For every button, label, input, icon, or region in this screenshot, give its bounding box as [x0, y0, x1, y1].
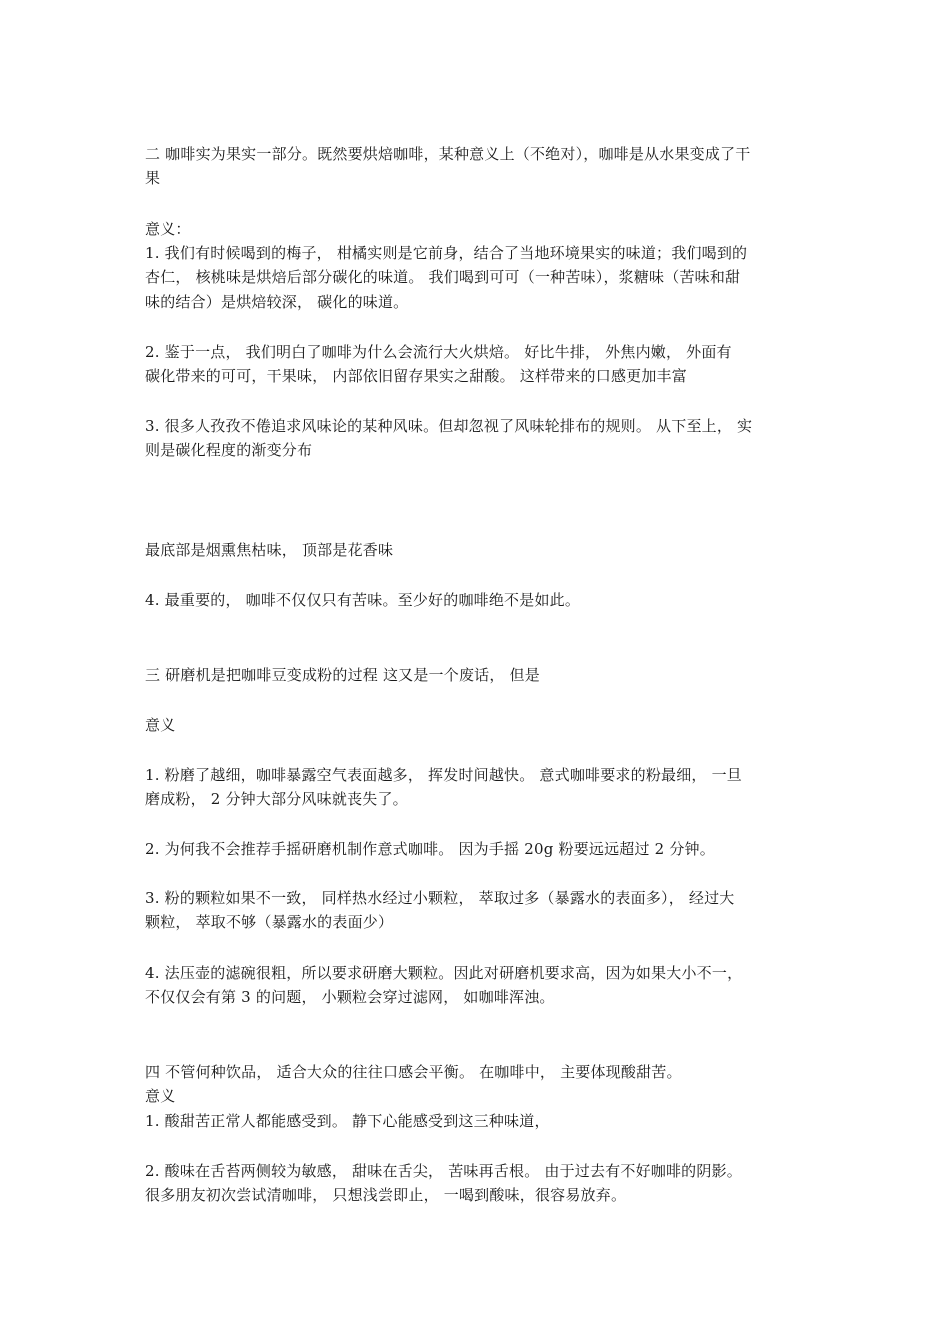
section2-p3-line2: 则是碳化程度的渐变分布: [145, 441, 313, 459]
section4-p1: 1. 酸甜苦正常人都能感受到。 静下心能感受到这三种味道，: [145, 1112, 550, 1130]
section2-p1-line1: 1. 我们有时候喝到的梅子， 柑橘实则是它前身，结合了当地环境果实的味道；我们喝到的: [145, 244, 748, 262]
section3-p1-line2: 磨成粉， 2 分钟大部分风味就丧失了。: [145, 790, 408, 808]
section4-meaning-label: 意义: [145, 1087, 176, 1105]
section3-meaning-label: 意义: [145, 716, 176, 734]
section2-p3-extra: 最底部是烟熏焦枯味， 顶部是花香味: [145, 541, 394, 559]
section3-p1-line1: 1. 粉磨了越细，咖啡暴露空气表面越多， 挥发时间越快。 意式咖啡要求的粉最细， 一旦: [145, 766, 742, 784]
section2-p4: 4. 最重要的， 咖啡不仅仅只有苦味。至少好的咖啡绝不是如此。: [145, 591, 581, 609]
section3-p3-line1: 3. 粉的颗粒如果不一致， 同样热水经过小颗粒， 萃取过多（暴露水的表面多）， 经过大: [145, 889, 735, 907]
section2-p3-line1: 3. 很多人孜孜不倦追求风味论的某种风味。但却忽视了风味轮排布的规则。 从下至上， 实: [145, 417, 753, 435]
section4-heading: 四 不管何种饮品， 适合大众的往往口感会平衡。 在咖啡中， 主要体现酸甜苦。: [145, 1063, 682, 1081]
section3-p3-line2: 颗粒， 萃取不够（暴露水的表面少）: [145, 913, 394, 931]
section3-p4-line1: 4. 法压壶的滤碗很粗，所以要求研磨大颗粒。因此对研磨机要求高，因为如果大小不一，: [145, 964, 743, 982]
section4-p2-line1: 2. 酸味在舌苔两侧较为敏感， 甜味在舌尖， 苦味再舌根。 由于过去有不好咖啡的阴影。: [145, 1162, 742, 1180]
section3-p2: 2. 为何我不会推荐手摇研磨机制作意式咖啡。 因为手摇 20g 粉要远远超过 2 分钟。: [145, 840, 715, 858]
section2-p1-line3: 味的结合）是烘焙较深， 碳化的味道。: [145, 293, 409, 311]
section3-heading: 三 研磨机是把咖啡豆变成粉的过程 这又是一个废话， 但是: [145, 666, 540, 684]
section2-p2-line2: 碳化带来的可可，干果味， 内部依旧留存果实之甜酸。 这样带来的口感更加丰富: [145, 367, 687, 385]
section2-p1-line2: 杏仁， 核桃味是烘焙后部分碳化的味道。 我们喝到可可（一种苦味），浆糖味（苦味和甜: [145, 268, 741, 286]
section3-p4-line2: 不仅仅会有第 3 的问题， 小颗粒会穿过滤网， 如咖啡浑浊。: [145, 988, 555, 1006]
section2-meaning-label: 意义：: [145, 220, 191, 238]
section4-p2-line2: 很多朋友初次尝试清咖啡， 只想浅尝即止， 一喝到酸味，很容易放弃。: [145, 1186, 627, 1204]
section2-heading-line2: 果: [145, 169, 161, 187]
section2-p2-line1: 2. 鉴于一点， 我们明白了咖啡为什么会流行大火烘焙。 好比牛排， 外焦内嫩， 外面有: [145, 343, 732, 361]
section2-heading-line1: 二 咖啡实为果实一部分。既然要烘焙咖啡，某种意义上（不绝对），咖啡是从水果变成了干: [145, 145, 751, 163]
